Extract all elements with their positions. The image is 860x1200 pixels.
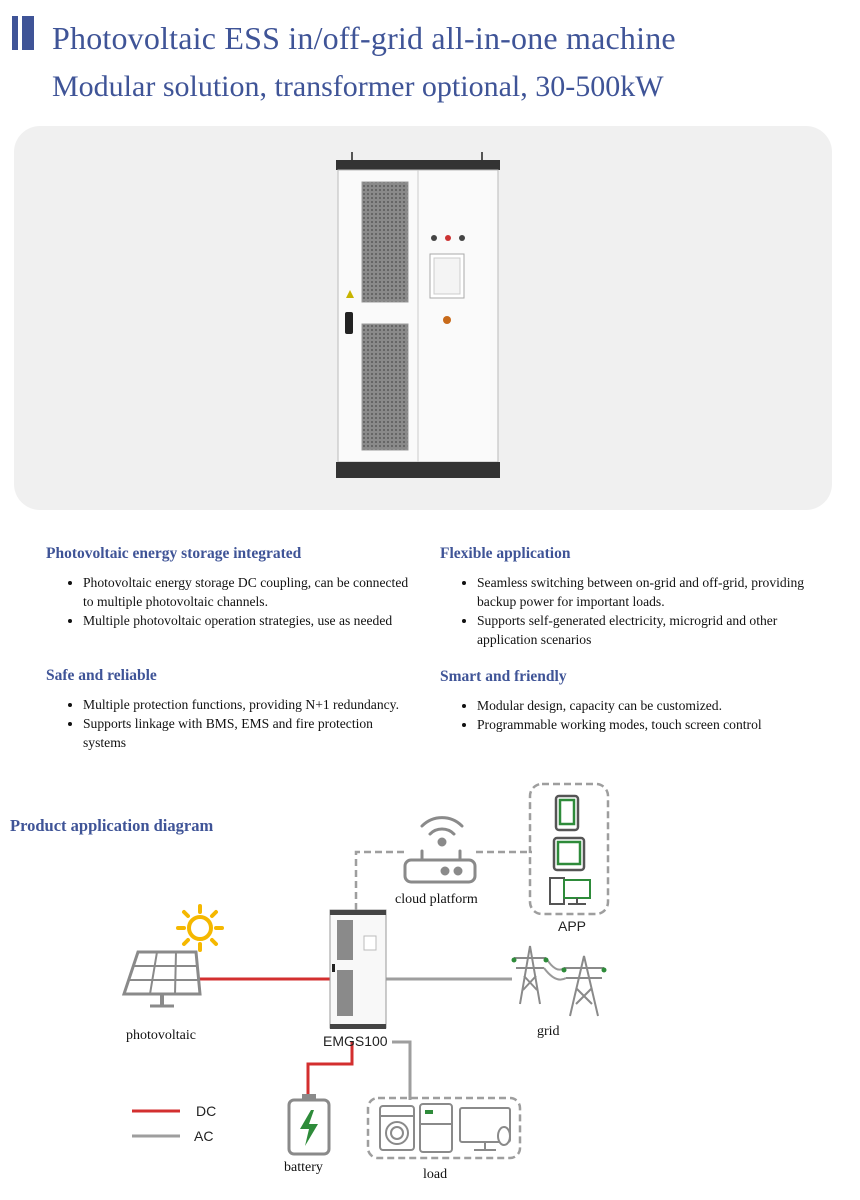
washing-machine-icon <box>380 1106 414 1150</box>
tablet-icon <box>554 838 584 870</box>
label-device: EMGS100 <box>323 1033 388 1049</box>
feature-heading: Photovoltaic energy storage integrated <box>46 545 302 562</box>
label-battery: battery <box>284 1160 323 1175</box>
page-title: Photovoltaic ESS in/off-grid all-in-one machine <box>52 20 676 56</box>
sun-icon <box>178 906 222 950</box>
feature-item: • Modular design, capacity can be customized. <box>477 696 810 715</box>
feature-item: • Multiple protection functions, providing N+1 redundancy. <box>83 695 416 714</box>
label-app: APP <box>558 918 587 934</box>
phone-icon <box>556 796 578 830</box>
feature-item: • Programmable working modes, touch screen control <box>477 715 810 734</box>
feature-item: • Multiple photovoltaic operation strategies, use as needed <box>83 611 416 630</box>
application-diagram <box>0 770 860 1200</box>
emgs-device-icon <box>330 910 386 1029</box>
product-image-panel <box>14 126 832 510</box>
refrigerator-icon <box>420 1104 452 1152</box>
router-icon <box>405 818 475 882</box>
feature-item: • Supports self-generated electricity, microgrid and other application scenarios <box>477 611 810 649</box>
computer-icon <box>550 878 590 904</box>
feature-block-safe <box>46 667 416 752</box>
legend-ac-label: AC <box>194 1128 214 1144</box>
legend-dc-label: DC <box>196 1103 217 1119</box>
label-grid: grid <box>537 1024 560 1039</box>
cabinet-product-image <box>334 148 514 488</box>
ac-line-load <box>392 1042 410 1100</box>
monitor-icon <box>460 1108 510 1150</box>
feature-block-smart <box>440 668 810 734</box>
grid-tower-icon <box>514 946 604 1016</box>
feature-heading: Safe and reliable <box>46 667 157 684</box>
feature-heading: Flexible application <box>440 545 571 562</box>
title-accent-bar <box>22 16 34 50</box>
solar-panel-icon <box>124 952 200 1006</box>
feature-item: • Seamless switching between on-grid and off-grid, providing backup power for important loads. <box>477 573 810 611</box>
label-cloud-platform: cloud platform <box>395 892 478 907</box>
label-photovoltaic: photovoltaic <box>126 1028 196 1043</box>
diagram-title: Product application diagram <box>10 816 214 835</box>
label-load: load <box>423 1167 448 1182</box>
dc-line-battery <box>308 1042 352 1094</box>
battery-icon <box>289 1094 329 1154</box>
feature-block-integrated <box>46 545 416 630</box>
feature-item: • Photovoltaic energy storage DC coupling, can be connected to multiple photovoltaic channels. <box>83 573 416 611</box>
feature-item: • Supports linkage with BMS, EMS and fire protection systems <box>83 714 416 752</box>
title-accent-bar <box>12 16 18 50</box>
page-subtitle: Modular solution, transformer optional, 30-500kW <box>52 70 664 103</box>
feature-block-flexible <box>440 545 810 649</box>
feature-heading: Smart and friendly <box>440 668 567 685</box>
